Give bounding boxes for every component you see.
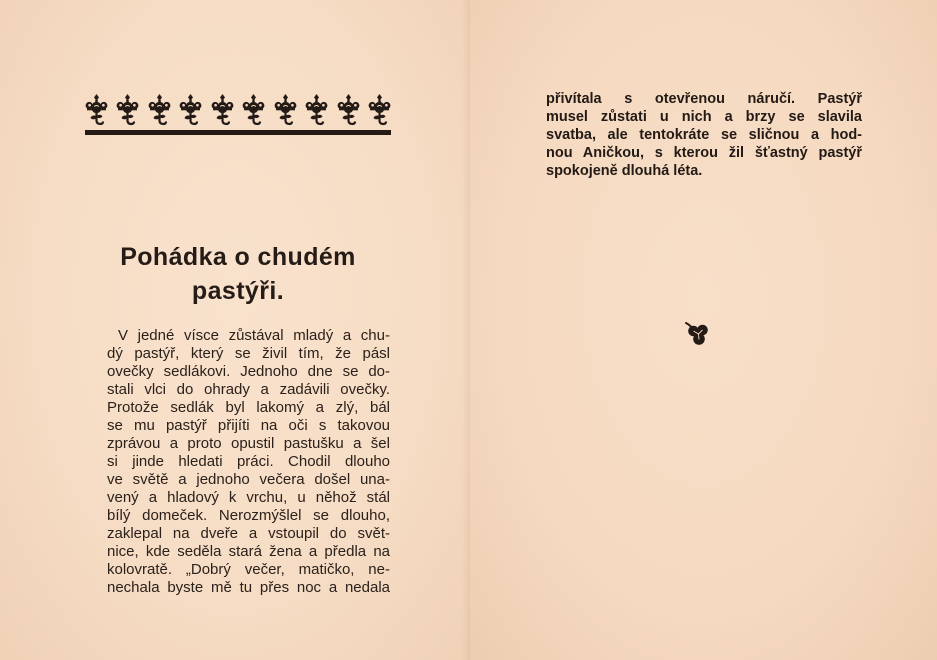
header-rule [85, 130, 391, 135]
text-line: spokojeně dlouhá léta. [546, 163, 703, 179]
fleuron-icon [304, 93, 329, 127]
story-title-line: Pohádka o chudém [120, 243, 356, 271]
text-line: musel zůstati u nich a brzy se slavila [546, 109, 862, 125]
text-line: nice, kde seděla stará žena a předla na [107, 543, 390, 560]
text-line: ovečky sedlákovi. Jednoho dne se do- [107, 363, 390, 380]
fleuron-icon [367, 93, 392, 127]
text-line: bílý domeček. Nerozmýšlel se dlouho, [107, 507, 390, 524]
text-line: dý pastýř, který se živil tím, že pásl [107, 345, 390, 362]
story-text-right [546, 91, 862, 181]
text-line: nechala byste mě tu přes noc a nedala [107, 579, 390, 596]
text-line: V jedné vísce zůstával mladý a chu- [118, 327, 390, 344]
text-line: přivítala s otevřenou náručí. Pastýř [546, 91, 862, 107]
fleuron-icon [273, 93, 298, 127]
story-text-left [107, 327, 390, 597]
right-page [470, 0, 937, 660]
fleuron-icon [147, 93, 172, 127]
text-line: zaklepal na dveře a vstoupil do svět- [107, 525, 390, 542]
fleuron-icon [115, 93, 140, 127]
text-line: se mu pastýř přijíti na oči s takovou [107, 417, 390, 434]
fleuron-icon [336, 93, 361, 127]
text-line: vený a hladový k vrchu, u něhož stál [107, 489, 390, 506]
text-line: zprávou a proto opustil pastušku a šel [107, 435, 390, 452]
text-line: kolovratě. „Dobrý večer, matičko, ne- [107, 561, 390, 578]
text-line: si jinde hledati práci. Chodil dlouho [107, 453, 390, 470]
text-line: nou Aničkou, s kterou žil šťastný pastýř [546, 145, 862, 161]
fleuron-icon [210, 93, 235, 127]
fleuron-icon [84, 93, 109, 127]
text-line: stali vlci do ohrady a zadávili ovečky. [107, 381, 390, 398]
fleuron-icon [178, 93, 203, 127]
header-ornament-row [84, 91, 392, 127]
text-line: svatba, ale tentokráte se sličnou a hod- [546, 127, 862, 143]
grape-leaf-icon [682, 318, 712, 348]
text-line: ve světě a jednoho večera došel una- [107, 471, 390, 488]
fleuron-icon [241, 93, 266, 127]
story-title [85, 240, 391, 308]
text-line: Protože sedlák byl lakomý a zlý, bál [107, 399, 390, 416]
story-title-line: pastýři. [191, 277, 285, 305]
